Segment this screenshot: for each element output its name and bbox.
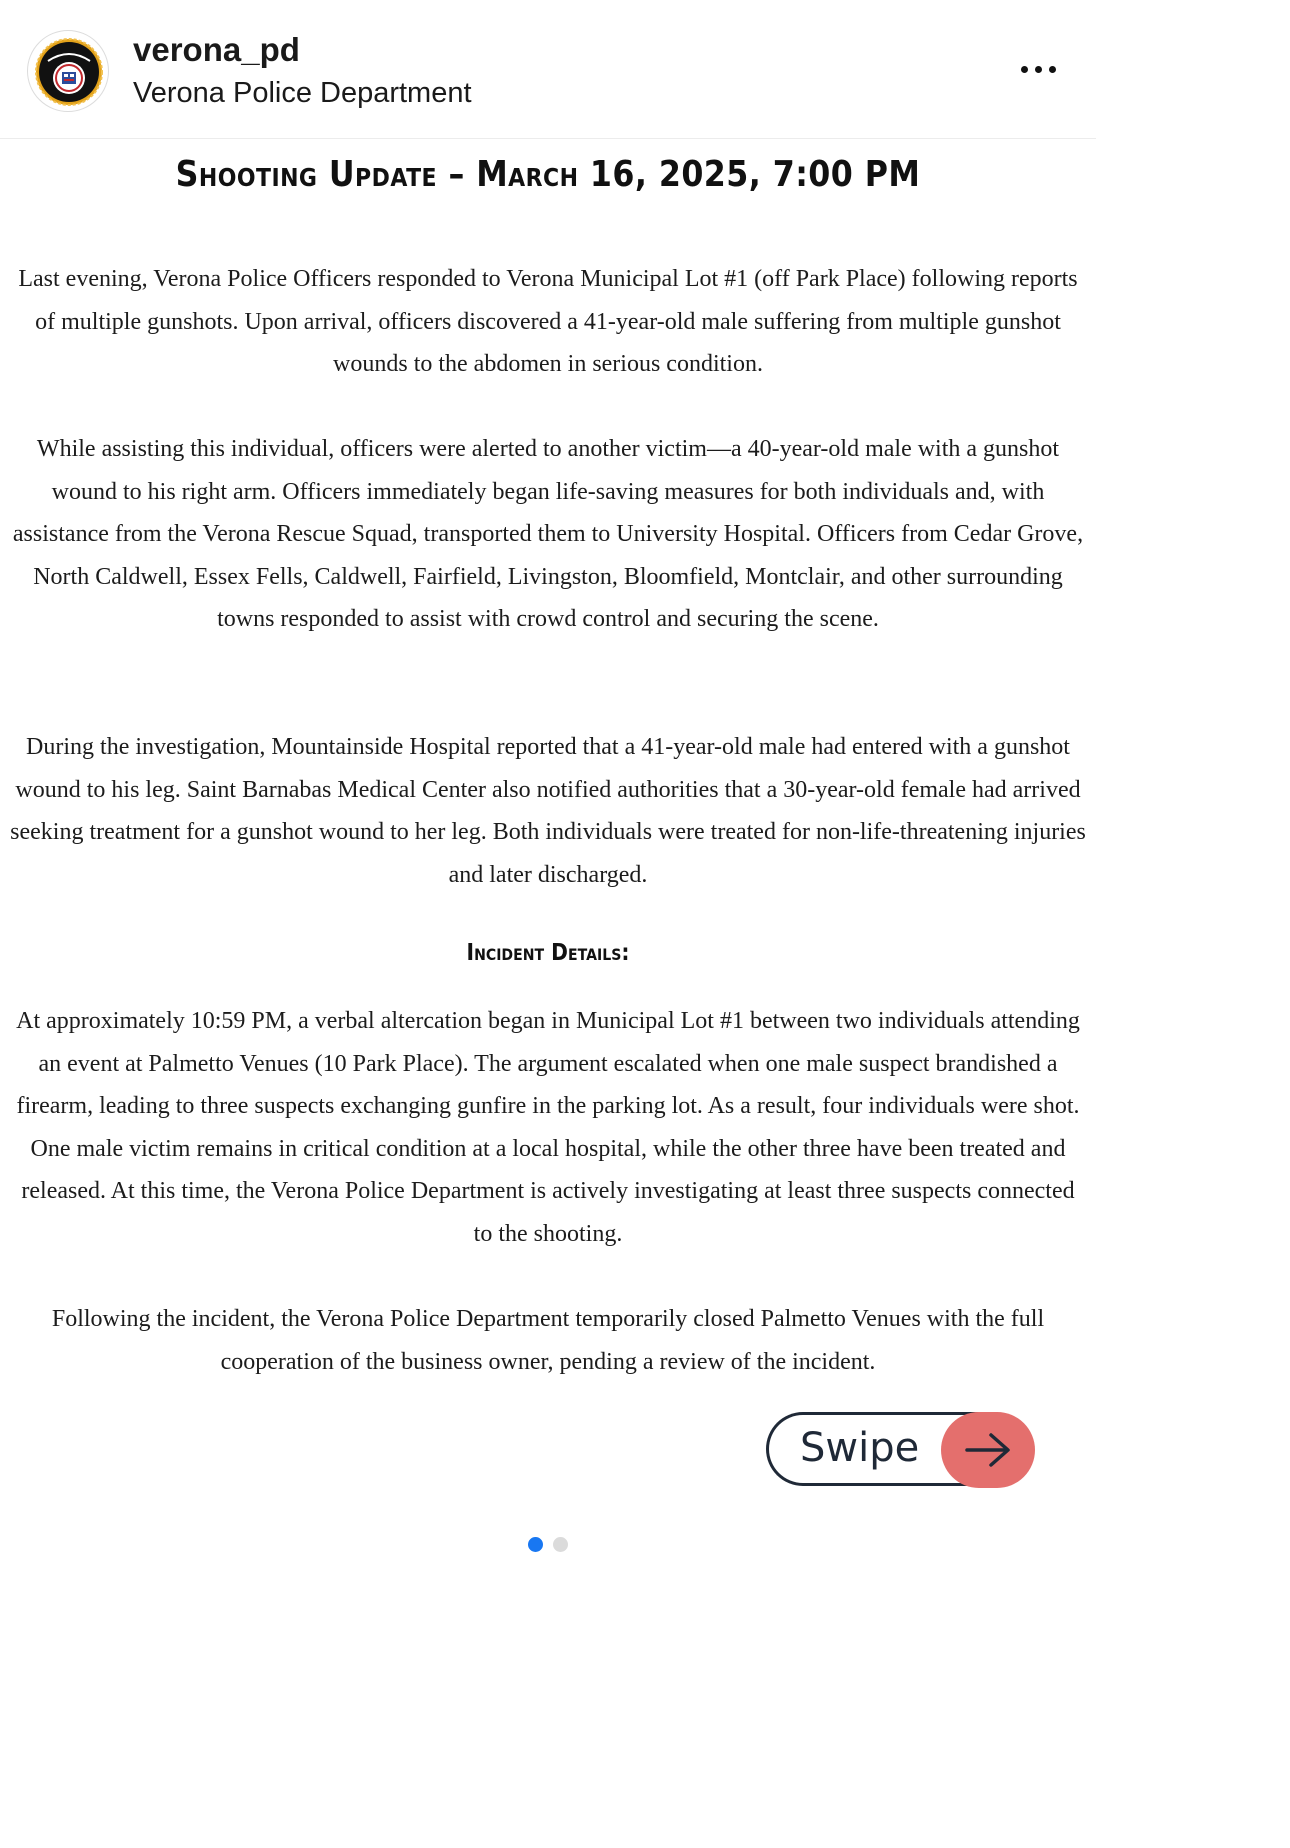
carousel-dot-active[interactable]	[528, 1537, 543, 1552]
more-dot	[1035, 66, 1042, 73]
more-dot	[1049, 66, 1056, 73]
arrow-right-icon	[963, 1430, 1013, 1470]
police-badge-icon[interactable]	[27, 30, 109, 112]
account-full-name: Verona Police Department	[133, 77, 472, 109]
carousel-dot[interactable]	[553, 1537, 568, 1552]
paragraph: Following the incident, the Verona Police Department temporarily closed Palmetto Venues with the full cooperation of the business owner, pending a review of the incident.	[51, 1306, 1045, 1375]
paragraph: During the investigation, Mountainside Hospital reported that a 41-year-old male had entered with a gunshot wound to his leg. Saint Barnabas Medical Center also notified authorities that a 30-year-old female had arrived seeking treatment for a gunshot wound to her leg. Both individuals were treated for non-life-threatening injuries and later discharged.	[10, 734, 1086, 888]
paragraph: While assisting this individual, officers were alerted to another victim—a 40-year-old male with a gunshot wound to his right arm. Officers immediately began life-saving measures for both individuals and, with assistance from the Verona Rescue Squad, transported them to University Hospital. Officers from Cedar Grove, North Caldwell, Essex Fells, Caldwell, Fairfield, Livingston, Bloomfield, Montclair, and other surrounding towns responded to assist with crowd control and securing the scene.	[12, 436, 1084, 633]
incident-details-heading: Incident Details:	[466, 940, 630, 966]
paragraph: At approximately 10:59 PM, a verbal altercation began in Municipal Lot #1 between two individuals attending an event at Palmetto Venues (10 Park Place). The argument escalated when one male suspect brandished a firearm, leading to three suspects exchanging gunfire in the parking lot. As a result, four individuals were shot. One male victim remains in critical condition at a local hospital, while the other three have been treated and released. At this time, the Verona Police Department is actively investigating at least three suspects connected to the shooting.	[16, 1008, 1080, 1247]
paragraph: Last evening, Verona Police Officers responded to Verona Municipal Lot #1 (off Park Place) following reports of multiple gunshots. Upon arrival, officers discovered a 41-year-old male suffering from multiple gunshot wounds to the abdomen in serious condition.	[18, 266, 1078, 378]
more-options-icon[interactable]	[1010, 56, 1066, 82]
post-header	[0, 0, 1096, 139]
swipe-label: Swipe	[800, 1425, 920, 1471]
post-title: Shooting Update – March 16, 2025, 7:00 PM	[175, 154, 921, 195]
username[interactable]: verona_pd	[133, 31, 300, 68]
swipe-arrow-circle	[941, 1412, 1035, 1488]
swipe-button[interactable]	[766, 1410, 1038, 1490]
carousel-indicator	[0, 1537, 1096, 1552]
more-dot	[1021, 66, 1028, 73]
